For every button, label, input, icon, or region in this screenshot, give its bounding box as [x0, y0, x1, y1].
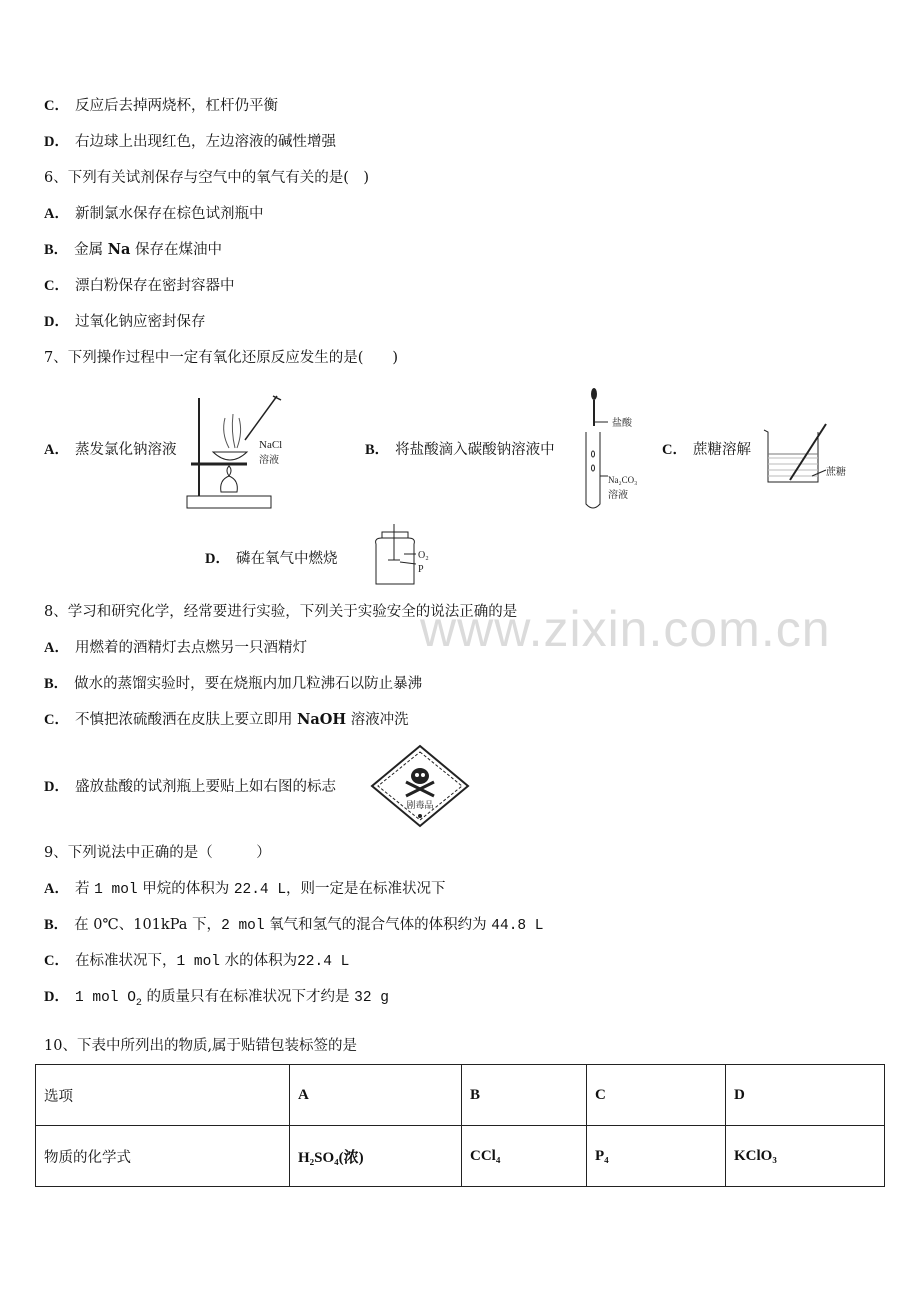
- table-header-a: A: [290, 1065, 462, 1126]
- fig-label-na2co3: Na₂CO₃: [608, 475, 638, 485]
- gas-bottle-figure: [368, 522, 438, 588]
- toxic-hazard-sign: [370, 744, 470, 828]
- table-cell-a: H₂SO₄(浓): [290, 1126, 462, 1187]
- q8-stem: 8、学习和研究化学，经常要进行实验，下列关于实验安全的说法正确的是: [44, 604, 518, 620]
- fig-label-hcl: 盐酸: [612, 418, 632, 429]
- q9-option-b: B． 在 0℃、101kPa 下，2 mol 氧气和氢气的混合气体的体积约为 44.8 L: [44, 917, 544, 934]
- q7-option-d: D． 磷在氧气中燃烧: [205, 551, 338, 567]
- table-header-option: 选项: [36, 1065, 290, 1126]
- q8-option-b: B． 做水的蒸馏实验时，要在烧瓶内加几粒沸石以防止暴沸: [44, 676, 423, 692]
- table-header-d: D: [726, 1065, 885, 1126]
- table-cell-b: CCl₄: [462, 1126, 587, 1187]
- label-table: [35, 1064, 885, 1187]
- q7-option-a: A． 蒸发氯化钠溶液: [44, 442, 177, 458]
- table-row-label: 物质的化学式: [36, 1126, 290, 1187]
- q6-option-c: C． 漂白粉保存在密封容器中: [44, 278, 235, 294]
- table-cell-d: KClO₃: [726, 1126, 885, 1187]
- q5-option-c: C． 反应后去掉两烧杯，杠杆仍平衡: [44, 98, 278, 114]
- q9-option-c: C． 在标准状况下，1 mol 水的体积为22.4 L: [44, 953, 350, 970]
- table-row: [36, 1065, 885, 1126]
- sign-label-toxic: 剧毒品: [406, 801, 434, 811]
- table-header-c: C: [587, 1065, 726, 1126]
- q9-option-d: D． 1 mol $O_2$ 的质量只有在标准状况下才约是 32 g: [44, 989, 389, 1009]
- q6-option-a: A． 新制氯水保存在棕色试剂瓶中: [44, 206, 264, 222]
- fig-label-nacl: NaCl: [259, 439, 283, 451]
- q7-option-c: C． 蔗糖溶解: [662, 442, 751, 458]
- test-tube-figure: [580, 386, 655, 516]
- table-row: [36, 1126, 885, 1187]
- q6-option-d: D． 过氧化钠应密封保存: [44, 314, 206, 330]
- beaker-figure: [760, 418, 860, 490]
- fig-label-solution-a: 溶液: [259, 455, 279, 466]
- watermark: www.zixin.com.cn: [420, 601, 831, 657]
- table-cell-c: P₄: [587, 1126, 726, 1187]
- q9-option-a: A． 若 1 mol 甲烷的体积为 22.4 L，则一定是在标准状况下: [44, 881, 446, 898]
- q8-option-a: A． 用燃着的酒精灯去点燃另一只酒精灯: [44, 640, 307, 656]
- q7-option-b: B． 将盐酸滴入碳酸钠溶液中: [365, 442, 555, 458]
- table-header-b: B: [462, 1065, 587, 1126]
- q6-option-b: B． 金属 Na 保存在煤油中: [44, 241, 223, 258]
- q6-stem: 6、下列有关试剂保存与空气中的氧气有关的是( ): [44, 170, 370, 186]
- evaporation-apparatus-figure: [185, 388, 295, 513]
- fig-label-p: P: [418, 564, 424, 575]
- fig-label-sugar: 蔗糖: [826, 467, 846, 478]
- q5-option-d: D． 右边球上出现红色，左边溶液的碱性增强: [44, 134, 336, 150]
- fig-label-solution-b: 溶液: [608, 490, 628, 501]
- q10-stem: 10、下表中所列出的物质,属于贴错包装标签的是: [44, 1038, 358, 1054]
- q8-option-c: C． 不慎把浓硫酸洒在皮肤上要立即用 NaOH 溶液冲洗: [44, 711, 409, 728]
- fig-label-o2: O₂: [418, 550, 429, 561]
- q7-stem: 7、下列操作过程中一定有氧化还原反应发生的是( ): [44, 350, 399, 366]
- q9-stem: 9、下列说法中正确的是（ ）: [44, 845, 271, 861]
- q8-option-d: D． 盛放盐酸的试剂瓶上要贴上如右图的标志: [44, 779, 336, 795]
